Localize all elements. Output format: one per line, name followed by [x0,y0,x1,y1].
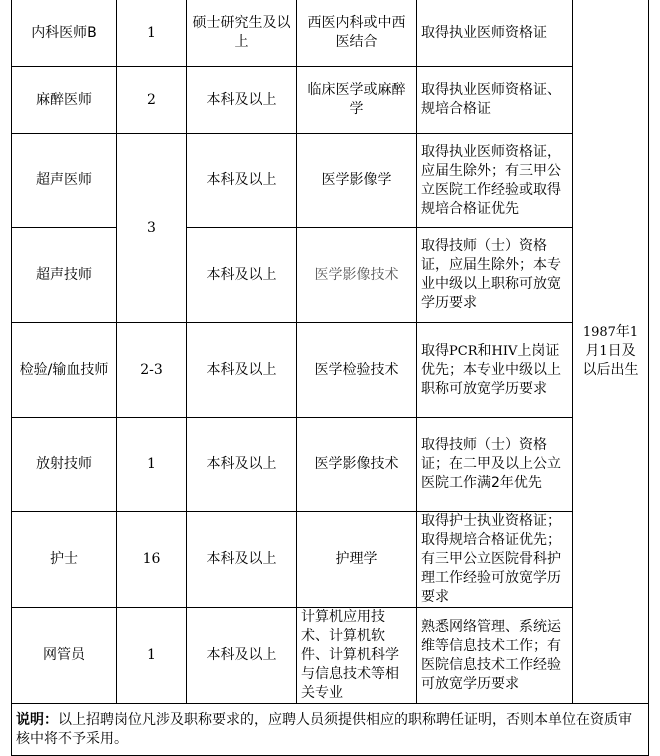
education-cell: 本科及以上 [187,323,297,418]
requirements-cell [417,323,573,418]
position-cell: 麻醉医师 [12,67,117,134]
education-cell: 本科及以上 [187,228,297,323]
req-hiv: HIV [491,343,518,359]
education-cell: 本科及以上 [187,608,297,704]
requirements-cell: 取得执业医师资格证，应届生除外；有三甲公立医院工作经验或取得规培合格证优先 [417,134,573,228]
table-row [12,67,649,134]
requirements-cell: 取得技师（士）资格证，应届生除外；本专业中级以上职称可放宽学历要求 [417,228,573,323]
table-row [12,608,649,704]
table-row [12,418,649,512]
note-text: 以上招聘岗位凡涉及职称要求的，应聘人员须提供相应的职称聘任证明，否则本单位在资质审核中将不予采用。 [16,711,632,747]
major-cell: 临床医学或麻醉学 [297,67,417,134]
requirements-cell: 取得执业医师资格证、规培合格证 [417,67,573,134]
education-cell: 本科及以上 [187,512,297,608]
major-cell: 护理学 [297,512,417,608]
req-text: 上岗证优先；本专业中级以上职称可放宽学历要求 [421,342,561,397]
requirements-cell: 取得技师（士）资格证；在二甲及以上公立医院工作满2年优先 [417,418,573,512]
major-cell: 西医内科或中西医结合 [297,0,417,67]
major-cell: 医学影像技术 [297,228,417,323]
requirements-cell: 取得护士执业资格证；取得规培合格证优先；有三甲公立医院骨科护理工作经验可放宽学历要求 [417,512,573,608]
count-cell: 2 [117,67,187,134]
position-cell: 检验/输血技师 [12,323,117,418]
recruitment-table [11,0,649,756]
education-cell: 本科及以上 [187,418,297,512]
age-requirement-cell [573,0,649,704]
table-row [12,512,649,608]
count-cell: 2-3 [117,323,187,418]
major-cell: 医学检验技术 [297,323,417,418]
req-pcr: PCR [449,343,478,359]
table-row [12,0,649,67]
position-cell: 超声技师 [12,228,117,323]
age-month-unit: 月 [585,343,600,359]
note-row [12,704,649,756]
table-row [12,323,649,418]
count-cell: 1 [117,608,187,704]
table-row [12,134,649,228]
education-cell: 硕士研究生及以上 [187,0,297,67]
req-text: 和 [477,342,492,359]
age-year: 1987 [582,325,616,340]
count-cell-merged: 3 [117,134,187,323]
education-cell: 本科及以上 [187,67,297,134]
count-cell: 1 [117,0,187,67]
position-cell: 放射技师 [12,418,117,512]
position-cell: 内科医师B [12,0,117,67]
position-cell: 护士 [12,512,117,608]
note-label: 说明： [16,711,58,728]
age-year-unit: 年 [615,324,630,340]
note-cell [12,704,649,756]
age-suffix: 日及以后出生 [582,343,639,378]
education-cell: 本科及以上 [187,134,297,228]
position-cell: 超声医师 [12,134,117,228]
count-cell: 16 [117,512,187,608]
req-text: 取得 [421,342,449,359]
major-cell: 计算机应用技术、计算机软件、计算机科学与信息技术等相关专业 [297,608,417,704]
age-day: 1 [599,344,608,359]
major-cell: 医学影像技术 [297,418,417,512]
requirements-cell: 取得执业医师资格证 [417,0,573,67]
table-row [12,228,649,323]
major-cell: 医学影像学 [297,134,417,228]
age-month: 1 [629,325,639,340]
requirements-cell: 熟悉网络管理、系统运维等信息技术工作；有医院信息技术工作经验可放宽学历要求 [417,608,573,704]
position-cell: 网管员 [12,608,117,704]
count-cell: 1 [117,418,187,512]
